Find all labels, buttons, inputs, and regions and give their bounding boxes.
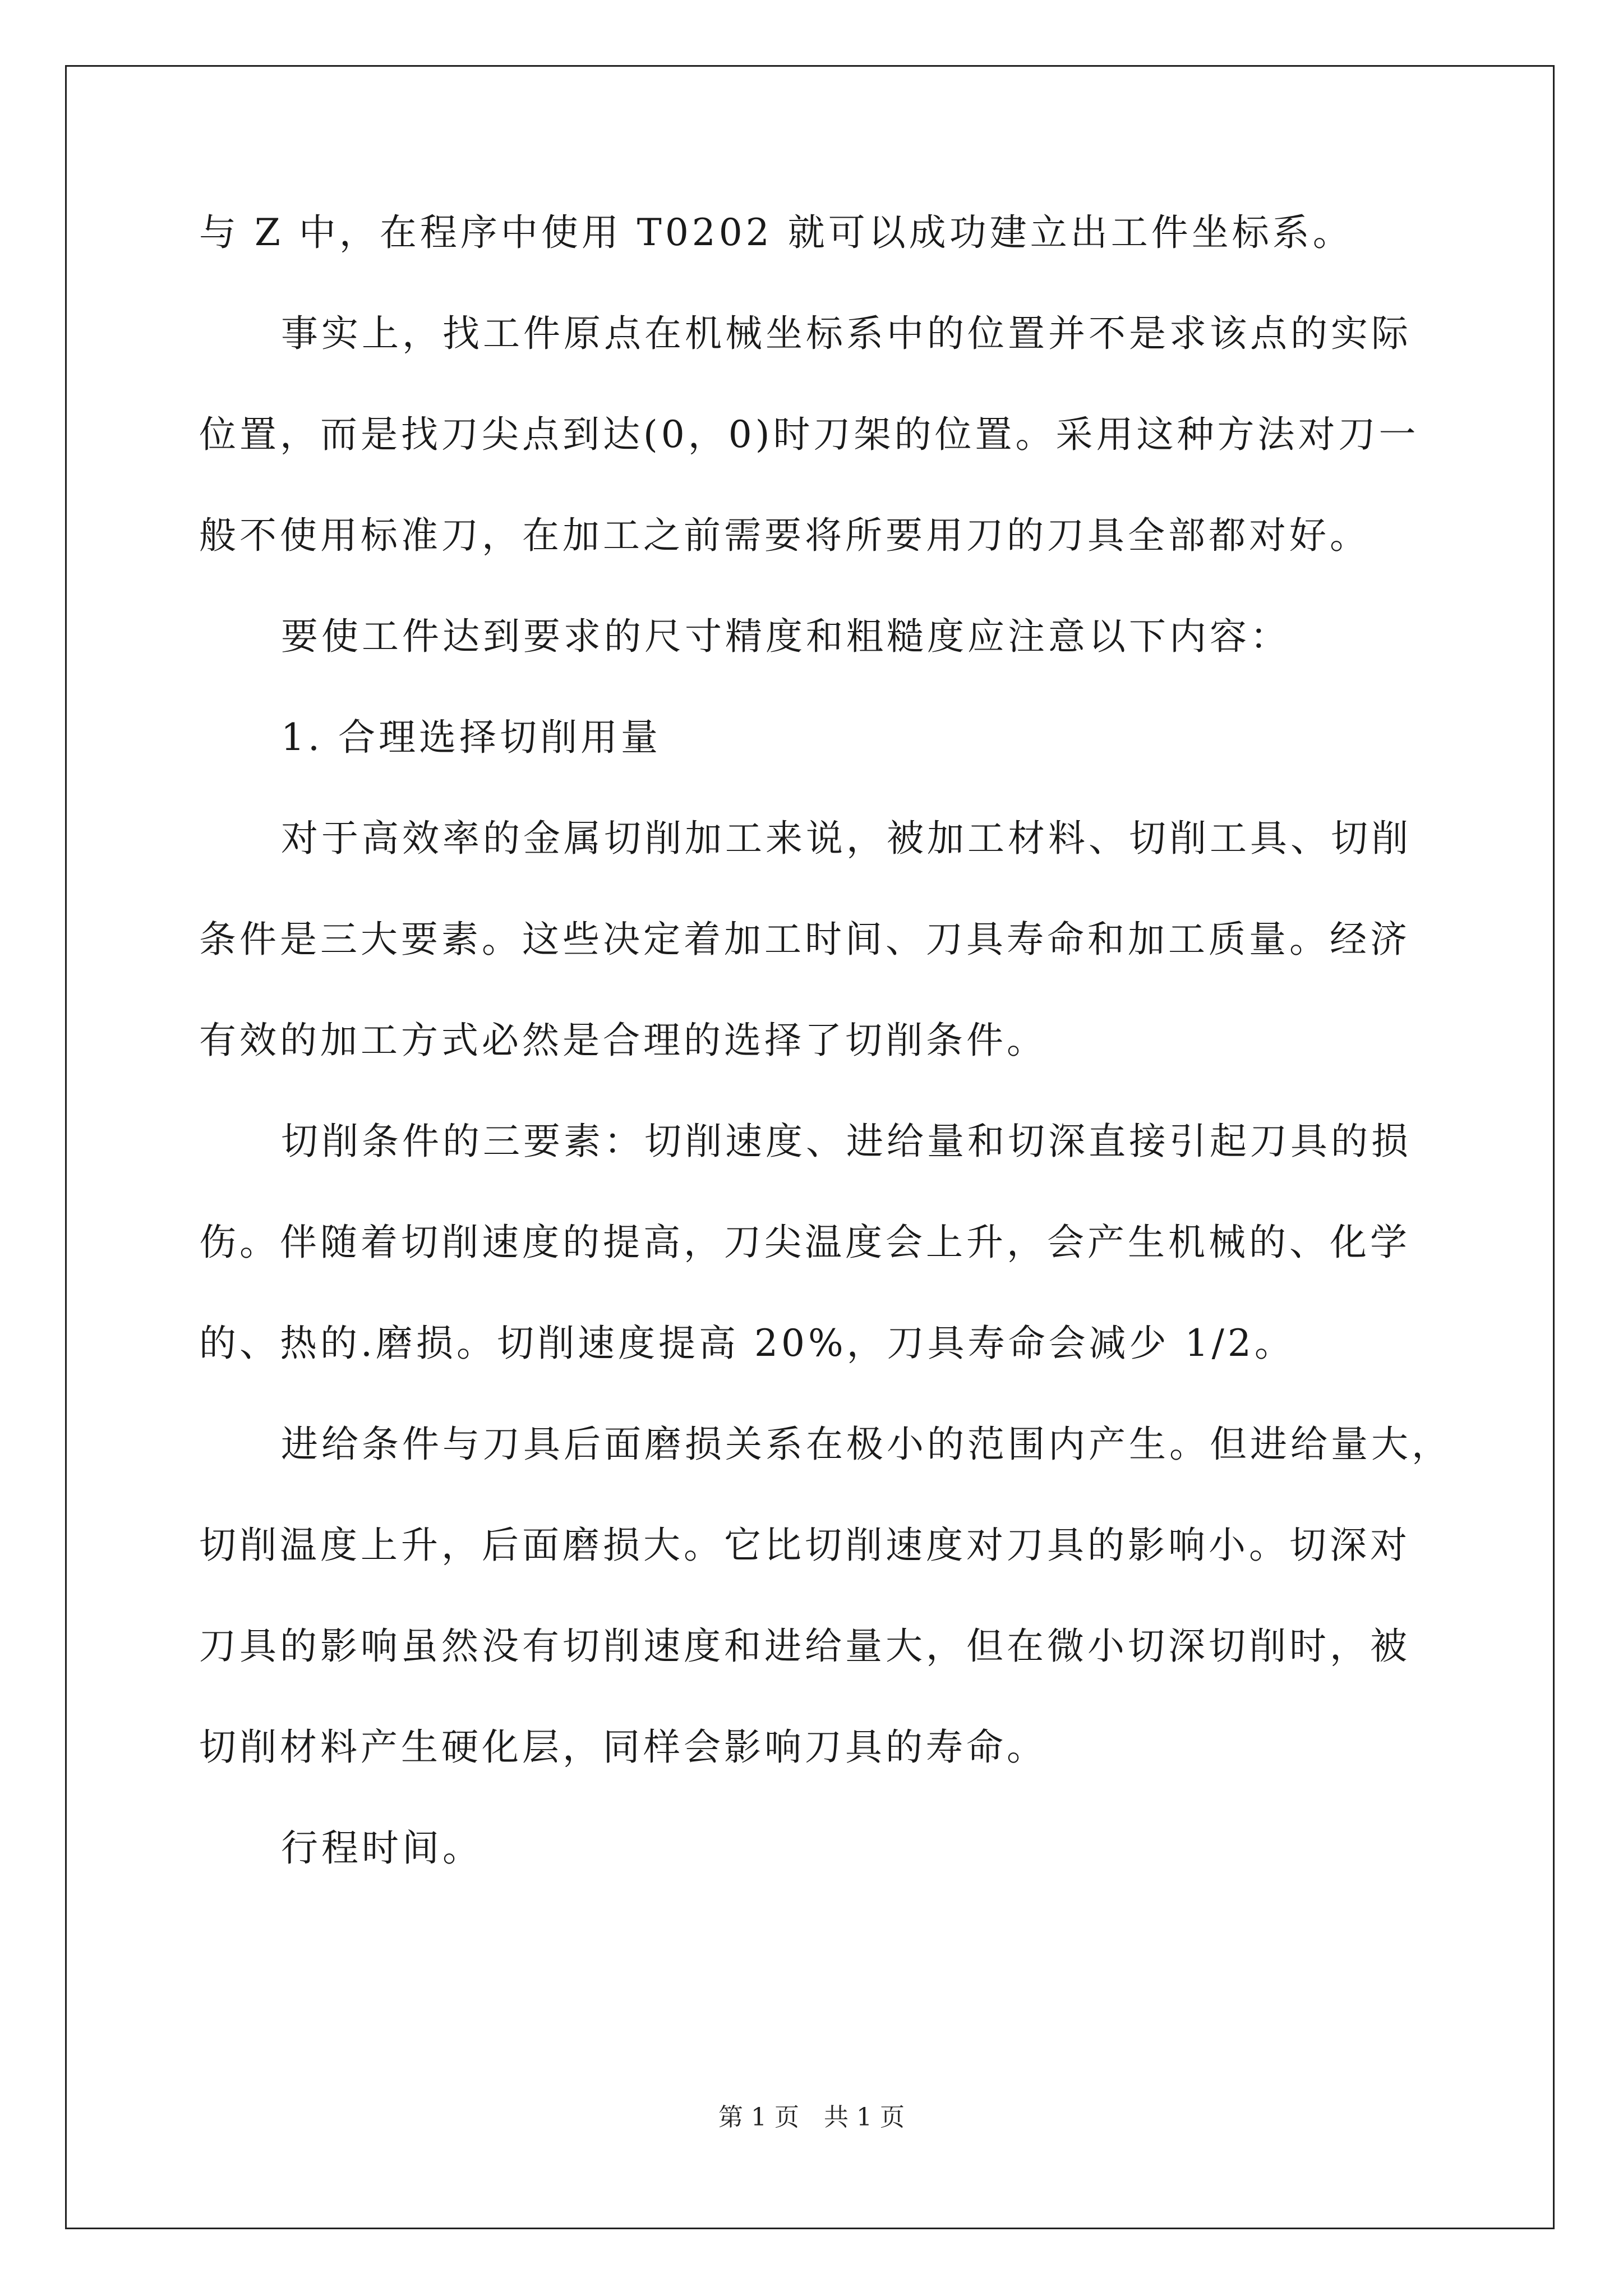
text-line: 切削条件的三要素：切削速度、进给量和切深直接引起刀具的损 — [281, 1120, 1412, 1163]
text-line: 的、热的.磨损。切削速度提高 20%，刀具寿命会减少 1/2。 — [199, 1322, 1295, 1365]
text-line: 对于高效率的金属切削加工来说，被加工材料、切削工具、切削 — [281, 817, 1412, 860]
section-heading: 1. 合理选择切削用量 — [281, 716, 661, 759]
text-line: 切削温度上升，后面磨损大。它比切削速度对刀具的影响小。切深对 — [199, 1524, 1410, 1567]
text-line: 位置，而是找刀尖点到达(0，0)时刀架的位置。采用这种方法对刀一 — [199, 413, 1419, 456]
page-footer: 第 1 页 共 1 页 — [718, 2103, 905, 2132]
text-line: 事实上，找工件原点在机械坐标系中的位置并不是求该点的实际 — [281, 312, 1412, 355]
text-line: 与 Z 中，在程序中使用 T0202 就可以成功建立出工件坐标系。 — [199, 211, 1353, 254]
text-line: 伤。伴随着切削速度的提高，刀尖温度会上升，会产生机械的、化学 — [199, 1221, 1410, 1264]
text-line: 条件是三大要素。这些决定着加工时间、刀具寿命和加工质量。经济 — [199, 918, 1410, 961]
text-line: 有效的加工方式必然是合理的选择了切削条件。 — [199, 1019, 1047, 1062]
text-line: 刀具的影响虽然没有切削速度和进给量大，但在微小切深切削时，被 — [199, 1625, 1410, 1668]
text-line: 般不使用标准刀，在加工之前需要将所要用刀的刀具全部都对好。 — [199, 514, 1370, 557]
text-line: 行程时间。 — [281, 1826, 483, 1870]
text-line: 切削材料产生硬化层，同样会影响刀具的寿命。 — [199, 1726, 1047, 1769]
document-body — [199, 208, 1452, 1874]
text-line: 要使工件达到要求的尺寸精度和粗糙度应注意以下内容： — [281, 615, 1290, 658]
text-line: 进给条件与刀具后面磨损关系在极小的范围内产生。但进给量大， — [281, 1423, 1452, 1466]
